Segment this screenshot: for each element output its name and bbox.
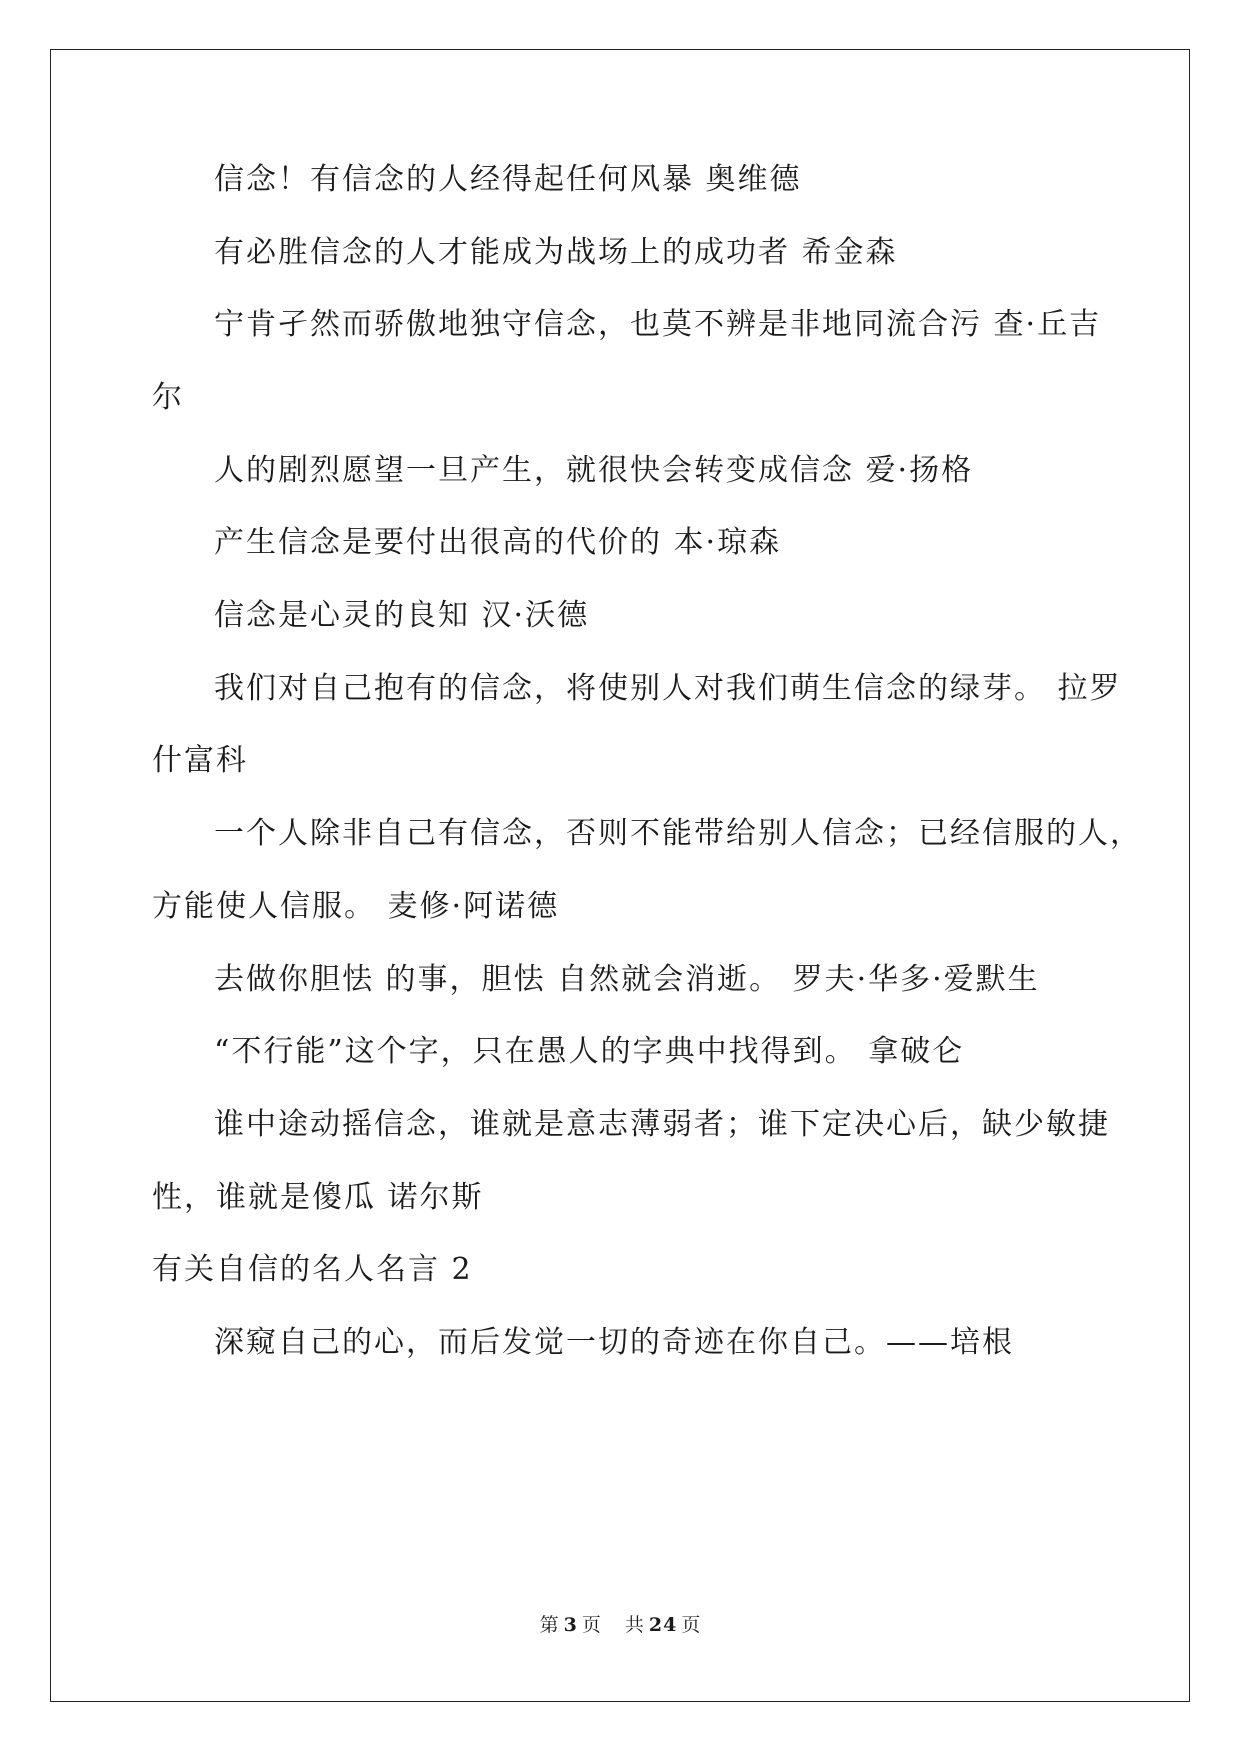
text-line: 深窥自己的心，而后发觉一切的奇迹在你自己。——培根 (214, 1325, 1014, 1360)
page-number: 3 (563, 1614, 578, 1636)
total-pages-indicator: 共 24 页 (624, 1614, 702, 1636)
text-line: “不行能”这个字，只在愚人的字典中找得到。 拿破仑 (214, 1034, 965, 1069)
page-footer (0, 1610, 1241, 1637)
text-line: 宁肯孑然而骄傲地独守信念，也莫不辨是非地同流合污 查·丘吉 (214, 307, 1102, 342)
section-heading: 有关自信的名人名言 2 (152, 1252, 473, 1287)
text-line: 去做你胆怯 的事，胆怯 自然就会消逝。 罗夫·华多·爱默生 (214, 962, 1040, 997)
text-line: 谁中途动摇信念，谁就是意志薄弱者；谁下定决心后，缺少敏捷 (214, 1107, 1110, 1142)
text-line: 人的剧烈愿望一旦产生，就很快会转变成信念 爱·扬格 (214, 453, 974, 488)
total-pages: 24 (648, 1614, 678, 1636)
text-line: 尔 (152, 380, 184, 415)
text-line: 什富科 (152, 743, 248, 778)
text-line: 信念是心灵的良知 汉·沃德 (214, 598, 590, 633)
text-line: 方能使人信服。 麦修·阿诺德 (152, 889, 560, 924)
page-indicator: 第 3 页 (539, 1614, 602, 1636)
text-line: 一个人除非自己有信念，否则不能带给别人信念；已经信服的人， (214, 816, 1142, 851)
text-line: 性，谁就是傻瓜 诺尔斯 (152, 1180, 484, 1215)
text-line: 信念！有信念的人经得起任何风暴 奥维德 (214, 162, 802, 197)
text-line: 有必胜信念的人才能成为战场上的成功者 希金森 (214, 235, 898, 270)
text-line: 我们对自己抱有的信念，将使别人对我们萌生信念的绿芽。 拉罗 (214, 671, 1122, 706)
text-line: 产生信念是要付出很高的代价的 本·琼森 (214, 525, 782, 560)
page-frame (50, 49, 1190, 1702)
